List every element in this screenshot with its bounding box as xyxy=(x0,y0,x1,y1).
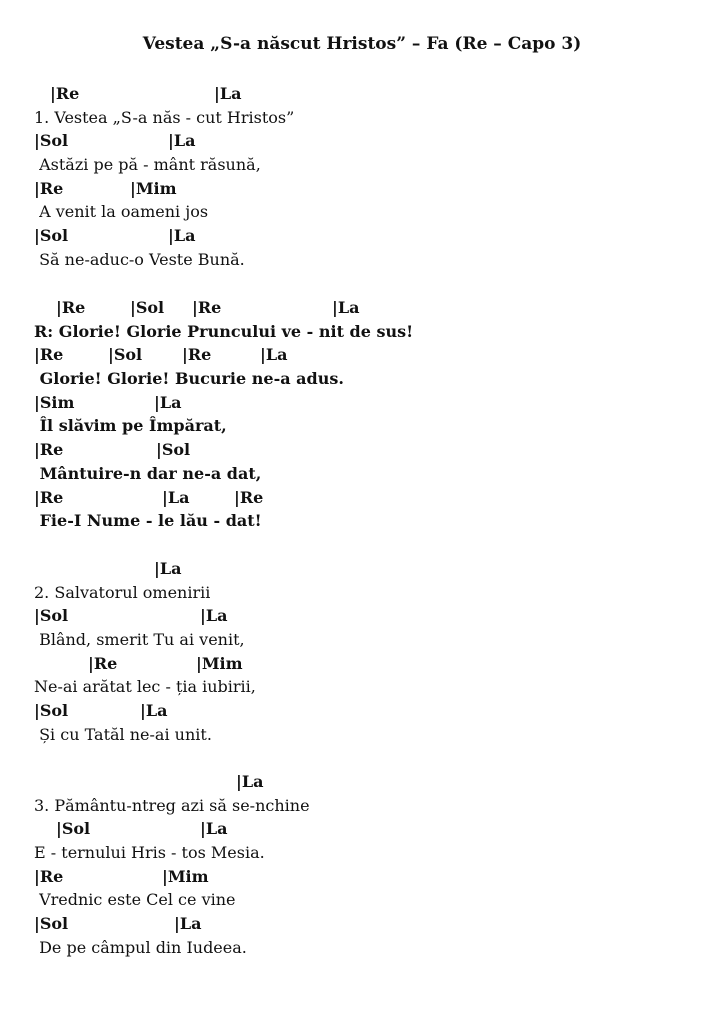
chord-label: |La xyxy=(154,392,182,412)
chord-label: |Sol xyxy=(34,131,69,151)
chord-label: |Sol xyxy=(108,345,143,365)
chord-label: |Re xyxy=(34,866,64,886)
section-verse-1 xyxy=(34,82,714,272)
chord-label: |Re xyxy=(182,345,212,365)
section-verse-2 xyxy=(34,557,714,747)
chord-label: |La xyxy=(154,559,182,578)
lyric-line: 2. Salvatorul omenirii xyxy=(34,582,211,602)
chord-label: |La xyxy=(332,298,360,317)
chord-line xyxy=(34,129,714,153)
chord-line xyxy=(34,604,714,628)
chord-line xyxy=(34,224,714,248)
chord-label: |La xyxy=(214,84,242,103)
chord-label: |Re xyxy=(34,178,64,198)
chord-label: |La xyxy=(236,772,264,791)
chord-label: |Sim xyxy=(34,392,75,412)
lyric-line: Glorie! Glorie! Bucurie ne-a adus. xyxy=(34,369,344,389)
lyric-line: Să ne-aduc-o Veste Bună. xyxy=(34,249,245,269)
lyric-line: 1. Vestea „S-a năs - cut Hristos” xyxy=(34,107,295,127)
chord-label: |Re xyxy=(34,440,64,460)
chord-label: |Re xyxy=(234,487,264,507)
lyric-line: Și cu Tatăl ne-ai unit. xyxy=(34,724,212,744)
lyric-line: Astăzi pe pă - mânt răsună, xyxy=(34,155,261,175)
chord-label: |Sol xyxy=(34,701,69,721)
chord-label: |Sol xyxy=(56,819,91,839)
chord-line xyxy=(34,343,714,367)
section-verse-3 xyxy=(34,770,714,960)
chord-label: |La xyxy=(162,487,190,507)
chord-line xyxy=(34,699,714,723)
lyric-line: R: Glorie! Glorie Pruncului ve - nit de sus! xyxy=(34,321,414,341)
chord-label: |La xyxy=(174,914,202,934)
lyric-line: Mântuire-n dar ne-a dat, xyxy=(34,463,262,483)
chord-label: |Mim xyxy=(162,866,209,886)
chord-label: |Re xyxy=(88,653,118,673)
chord-label: |Sol xyxy=(130,298,165,317)
chord-label: |La xyxy=(200,819,228,839)
chord-line xyxy=(34,296,714,320)
chord-label: |La xyxy=(168,131,196,151)
chord-label: |La xyxy=(200,606,228,626)
lyric-line: Vrednic este Cel ce vine xyxy=(34,890,236,910)
chord-line xyxy=(34,817,714,841)
chord-label: |Mim xyxy=(130,178,177,198)
chord-label: |Sol xyxy=(34,606,69,626)
chord-label: |Re xyxy=(34,487,64,507)
chord-line xyxy=(34,770,714,794)
lyric-line: Îl slăvim pe Împărat, xyxy=(34,416,227,436)
lyric-line: Fie-I Nume - le lău - dat! xyxy=(34,511,262,531)
chord-line xyxy=(34,486,714,510)
lyric-line: E - ternului Hris - tos Mesia. xyxy=(34,843,265,863)
chord-line xyxy=(34,82,714,106)
lyric-line: 3. Pământu-ntreg azi să se-nchine xyxy=(34,795,310,815)
chord-label: |La xyxy=(260,345,288,365)
chord-label: |Sol xyxy=(34,226,69,246)
song-title: Vestea „S-a născut Hristos” – Fa (Re – Capo 3) xyxy=(142,34,582,54)
chord-label: |Re xyxy=(50,84,80,103)
chord-label: |La xyxy=(140,701,168,721)
section-refrain xyxy=(34,296,714,533)
lyric-line: De pe câmpul din Iudeea. xyxy=(34,937,247,957)
chord-line xyxy=(34,912,714,936)
chord-label: |La xyxy=(168,226,196,246)
chord-label: |Sol xyxy=(34,914,69,934)
chord-line xyxy=(34,652,714,676)
chord-label: |Mim xyxy=(196,653,243,673)
chord-label: |Re xyxy=(192,298,222,317)
chord-label: |Re xyxy=(34,345,64,365)
lyric-line: A venit la oameni jos xyxy=(34,202,209,222)
lyric-line: Blând, smerit Tu ai venit, xyxy=(34,630,245,650)
chord-line xyxy=(34,177,714,201)
chord-line xyxy=(34,438,714,462)
chord-line xyxy=(34,391,714,415)
lyric-line: Ne-ai arătat lec - ția iubirii, xyxy=(34,677,256,697)
chord-line xyxy=(34,557,714,581)
chord-line xyxy=(34,865,714,889)
chord-label: |Sol xyxy=(156,440,191,460)
chord-label: |Re xyxy=(56,298,86,317)
